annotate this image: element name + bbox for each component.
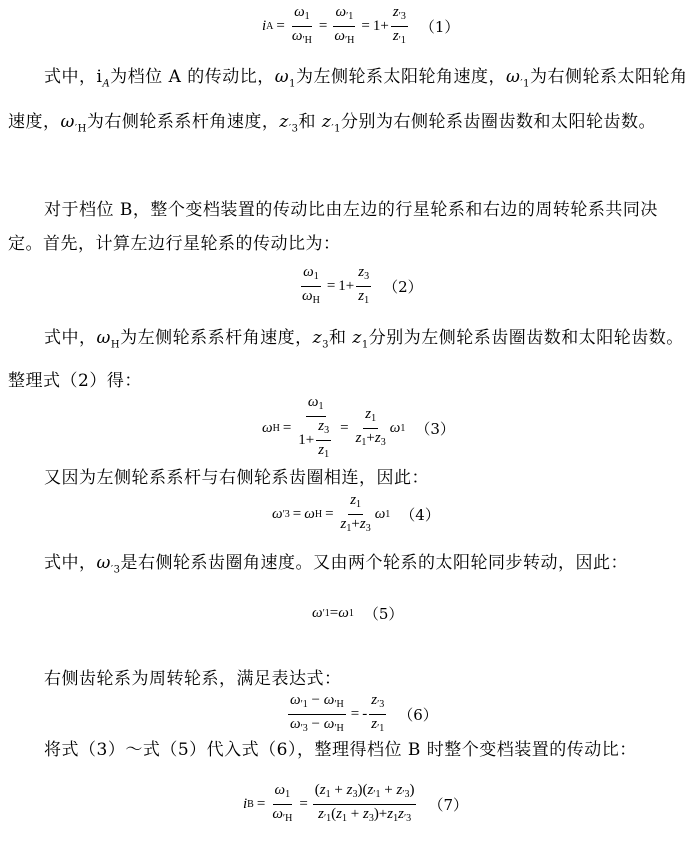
paragraph-7-text: 将式（3）～式（5）代入式（6），整理得档位 B 时整个变档装置的传动比：	[44, 740, 637, 760]
paragraph-1-text: 式中，$i_A$为档位 A 的传动比，$\omega_1$为左侧轮系太阳轮角速度，$\omega_{'1}$为右侧轮系太阳轮角速度，$\omega_{'H}$为右侧轮系系杆角速度，$z_{'3}$和 $z_{'1}$分别为右侧轮系齿圈齿数和太阳轮齿数。	[8, 67, 688, 135]
paragraph-6-text: 右侧齿轮系为周转轮系，满足表达式：	[44, 669, 342, 689]
paragraph-3	[8, 320, 692, 400]
equation-5: ω ′1 = ω 1 （5）	[312, 604, 404, 623]
equation-7: i B = $\frac{\omega_1}{\omega_{'H}}$ = $\frac{(z_1 + z_3)(z_{'1} + z_{'3})}{z_{'1}(z_1 + z_3)+z_1z_{'3}}$ （7）	[243, 781, 469, 824]
equation-6: $\frac{\omega_{'1} - \omega_{'H}}{\omega_{'3} - \omega_{'H}}$ = - $\frac{z_{'3}}{z_{'1}}$ （6）	[290, 691, 438, 734]
equation-5-tag: （5）	[363, 604, 404, 623]
paragraph-2-text: 对于档位 B，整个变档装置的传动比由左边的行星轮系和右边的周转轮系共同决定。首先，计算左边行星轮系的传动比为：	[8, 200, 658, 254]
equation-2: $\frac{\omega_1}{\omega_H}$ = 1+ $\frac{z_3}{z_1}$ （2）	[302, 263, 423, 306]
equation-3-tag: （3）	[415, 419, 455, 438]
equation-1-tag: （1）	[419, 17, 460, 36]
equation-4-tag: （4）	[400, 505, 440, 524]
paragraph-5-text: 式中，$\omega_{'3}$是右侧轮系齿圈角速度。又由两个轮系的太阳轮同步转动，因此：	[44, 553, 629, 576]
equation-2-tag: （2）	[383, 277, 423, 296]
equation-7-tag: （7）	[428, 795, 469, 814]
paragraph-1	[8, 58, 692, 149]
equation-1: i A = $\frac{\omega_1}{\omega_{'H}}$ = $\frac{\omega_{'1}}{\omega_{'H}}$ = 1+ $\frac{z_{'3}}{z_{'1}}$ （1）	[262, 3, 460, 46]
paragraph-4	[8, 461, 692, 495]
paragraph-5	[8, 546, 692, 587]
paragraph-7	[8, 733, 692, 767]
paragraph-3-text: 式中，$\omega_H$为左侧轮系系杆角速度，$z_3$和 $z_1$分别为左侧轮系齿圈齿数和太阳轮齿数。整理式（2）得：	[8, 328, 684, 392]
paragraph-4-text: 又因为左侧轮系系杆与右侧轮系齿圈相连，因此：	[44, 468, 429, 488]
paragraph-2	[8, 193, 692, 261]
equation-6-tag: （6）	[398, 705, 438, 724]
equation-3: ω H = $\omega_1$ 1+ $\frac{z_3}{z_1}$ = $\frac{z_1}{z_1+z_3}$ ω 1 （3）	[262, 393, 455, 460]
equation-4: ω ′3 = ω H = $\frac{z_1}{z_1+z_3}$ ω 1 （4）	[272, 491, 440, 534]
